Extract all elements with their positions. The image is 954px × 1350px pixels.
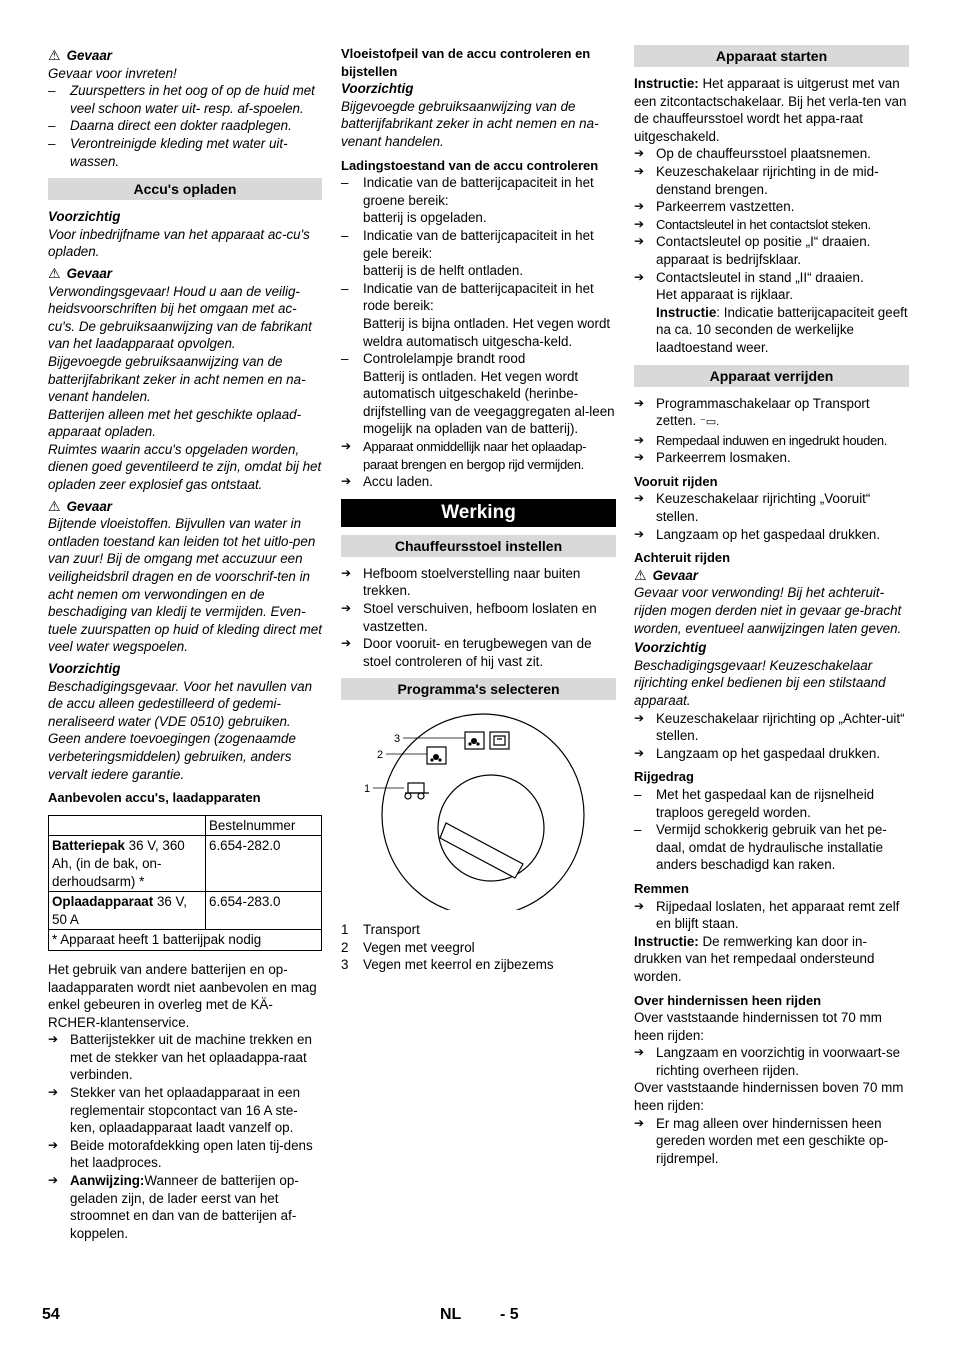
side-brush-icon [465, 732, 509, 749]
section-heading-seat: Chauffeursstoel instellen [341, 535, 616, 557]
caution-text: Beschadigingsgevaar. Voor het navullen van de accu alleen gedestilleerd of gedemi-neraliseerd water (VDE 0510) gebruiken. Geen andere toevoegingen (zogenaamde verbeteringsmiddelen) gebruiken, anders vervalt iedere garantie. [48, 678, 313, 782]
legend-item: 2 Vegen met veegrol [341, 939, 475, 955]
table-row: Batteriepak 36 V, 360 Ah, (in de bak, on-derhoudsarm) * 6.654-282.0 [49, 836, 322, 892]
step-item: ➔ Stoel verschuiven, hefboom loslaten en vastzetten. [341, 600, 616, 635]
step-item: ➔ Beide motorafdekking open laten tij-dens het laadproces. [48, 1137, 322, 1172]
table-cell: 6.654-283.0 [206, 892, 322, 930]
list-item: – Indicatie van de batterijcapaciteit in het groene bereik: [341, 174, 616, 209]
subheading: Rijgedrag [634, 769, 694, 785]
warning-text: Verwondingsgevaar! Houd u aan de veilig-heidsvoorschriften bij het omgaan met ac-cu's. De gebruiksaanwijzing van de fabrikant van het laadapparaat opvolgen. [48, 283, 312, 352]
step-item: ➔ Langzaam op het gaspedaal drukken. [634, 526, 909, 544]
warning-text: Bijgevoegde gebruiksaanwijzing van de batterijfabrikant zeker in acht nemen en na-venant handelen. [48, 353, 306, 405]
list-item: – Indicatie van de batterijcapaciteit in het gele bereik: [341, 227, 616, 262]
step-item: ➔ Batterijstekker uit de machine trekken en met de stekker van het oplaadappa-raat verbinden. [48, 1031, 322, 1084]
warning-triangle-icon: ⚠ [48, 47, 61, 63]
caution-text: Beschadigingsgevaar! Keuzeschakelaar rijrichting enkel bedienen bij een stilstaand apparaat. [634, 657, 886, 708]
page-number: 54 [42, 1306, 60, 1323]
diagram-label-3: 3 [394, 733, 401, 746]
step-result: apparaat is bedrijfsklaar. [656, 251, 802, 267]
step-item: ➔ Rijpedaal loslaten, het apparaat remt zelf en blijft staan. [634, 898, 909, 933]
step-item: ➔ Hefboom stoelverstelling naar buiten trekken. [341, 565, 616, 600]
caution-text: Bijgevoegde gebruiksaanwijzing van de batterijfabrikant zeker in acht nemen en na-venant handelen. [341, 98, 599, 149]
transport-icon [405, 783, 429, 799]
warning-triangle-icon: ⚠ [48, 264, 61, 281]
list-item-sub: batterij is de helft ontladen. [363, 263, 524, 279]
subheading: Remmen [634, 880, 689, 896]
caution-label: Voorzichtig [634, 640, 707, 656]
warning-block: ⚠ Gevaar [48, 264, 112, 281]
section-heading-werking: Werking [341, 499, 616, 527]
legend-item: 3 Vegen met keerrol en zijbezems [341, 957, 554, 973]
list-item: – Controlelampje brandt rood [341, 350, 616, 368]
diagram-label-1: 1 [364, 783, 371, 796]
program-dial-illustration [341, 710, 616, 910]
subheading: Vooruit rijden [634, 473, 718, 489]
step-item: ➔ Op de chauffeursstoel plaatsnemen. [634, 145, 909, 163]
list-item: – Vermijd schokkerig gebruik van het pe-daal, omdat de hydraulische installatie anders beschadigd kan raken. [634, 821, 909, 874]
list-item-sub: Batterij is bijna ontladen. Het vegen wordt weldra automatisch uitgescha-keld. [363, 315, 611, 349]
table-cell: 6.654-282.0 [206, 836, 322, 892]
step-item: ➔ Aanwijzing:Wanneer de batterijen op-geladen zijn, de lader eerst van het stroomnet en dan van de batterijen af-koppelen. [48, 1172, 322, 1242]
step-item: ➔ Apparaat onmiddellijk naar het oplaadap-paraat brengen en bergop rijd vermijden. [341, 438, 616, 473]
list-item: – Met het gaspedaal kan de rijsnelheid traploos geregeld worden. [634, 786, 909, 821]
list-item-sub: Batterij is ontladen. Het vegen wordt automatisch uitgeschakeld (herinbe-drijfstelling van de veegaggregaten al-leen mogelijk na opladen van de batterij). [363, 368, 615, 437]
program-selector-diagram [341, 710, 616, 915]
section-heading-charging: Accu's opladen [48, 178, 322, 200]
instruction-text: Instructie: Het apparaat is uitgerust met van een zitcontactschakelaar. Bij het verla-ten van de chauffeursstoel wordt het appa-raat uitgeschakeld. [634, 76, 907, 144]
subheading: Aanbevolen accu's, laadapparaten [48, 790, 261, 806]
step-item: ➔ Rempedaal induwen en ingedrukt houden. [634, 432, 909, 450]
step-item: ➔ Er mag alleen over hindernissen heen gereden worden met een geschikte op-rijdrempel. [634, 1115, 909, 1168]
warning-block: ⚠ Gevaar [48, 497, 112, 514]
transport-icon: ⁻▭. [699, 416, 720, 429]
instruction-text: Instructie: De remwerking kan door in-drukken van het rempedaal ondersteund worden. [634, 933, 875, 984]
section-heading-program: Programma's selecteren [341, 678, 616, 700]
warning-triangle-icon: ⚠ [48, 497, 61, 514]
body-text: Over vaststaande hindernissen tot 70 mm heen rijden: [634, 1010, 882, 1043]
list-item: – Indicatie van de batterijcapaciteit in het rode bereik: [341, 280, 616, 315]
caution-text: Voor inbedrijfname van het apparaat ac-cu's opladen. [48, 226, 310, 260]
warning-text: Batterijen alleen met het geschikte oplaad-apparaat opladen. [48, 406, 302, 440]
legend-item: 1 Transport [341, 922, 420, 937]
step-item: ➔ Contactsleutel op positie „I“ draaien. [634, 233, 909, 251]
diagram-label-2: 2 [377, 749, 384, 762]
body-text: Over vaststaande hindernissen boven 70 mm heen rijden: [634, 1080, 904, 1114]
subheading: Vloeistofpeil van de accu controleren en bijstellen [341, 46, 591, 79]
list-item: – Verontreinigde kleding met water uit-wassen. [48, 135, 322, 170]
warning-text: Gevaar voor invreten! [48, 65, 177, 81]
subheading: Over hindernissen heen rijden [634, 992, 822, 1008]
warning-block: ⚠ Gevaar [634, 566, 698, 583]
body-text: Het gebruik van andere batterijen en op-laadapparaten wordt niet aanbevolen en mag enkel gebeuren in overleg met de KÄ-RCHER-klantenservice. [48, 961, 317, 1030]
column-1 [48, 43, 322, 1242]
step-item: ➔ Keuzeschakelaar rijrichting in de mid-denstand brengen. [634, 163, 909, 198]
step-item: ➔ Programmaschakelaar op Transport zetten. ⁻▭. [634, 395, 909, 432]
caution-label: Voorzichtig [341, 81, 414, 97]
warning-text: Bijtende vloeistoffen. Bijvullen van water in ontladen toestand kan leiden tot het uitlo-pen van zuur! Bij de omgang met accuzuur een veiligheidsbril dragen en de voorschrif-ten in acht nemen om verwondingen en de beschadiging van kledij te vermijden. Even-tuele zuurspatten op huid of kleding direct met veel water wegspoelen. [48, 516, 322, 655]
step-item: ➔ Keuzeschakelaar rijrichting „Vooruit“ stellen. [634, 490, 909, 525]
subheading: Ladingstoestand van de accu controleren [341, 157, 599, 173]
section-heading-drive: Apparaat verrijden [634, 365, 909, 387]
step-item: ➔ Contactsleutel in stand „II“ draaien. [634, 269, 909, 287]
step-item: ➔ Stekker van het oplaadapparaat in een reglementair stopcontact van 16 A ste-ken, oplaadapparaat laadt vanzelf op. [48, 1084, 322, 1137]
table-footnote: * Apparaat heeft 1 batterijpak nodig [49, 930, 322, 951]
caution-label: Voorzichtig [48, 661, 121, 676]
subheading: Achteruit rijden [634, 550, 731, 566]
step-item: ➔ Accu laden. [341, 473, 616, 491]
step-item: ➔ Parkeerrem vastzetten. [634, 198, 909, 216]
section-heading-start: Apparaat starten [634, 45, 909, 67]
sweep-roller-icon [427, 747, 446, 764]
language-code: NL [440, 1306, 462, 1323]
sub-page-number: - 5 [500, 1306, 519, 1323]
warning-text: Gevaar voor verwonding! Bij het achteruit-rijden mogen derden niet in gevaar ge-bracht worden, eventueel aanwijzingen laten geven. [634, 585, 902, 636]
list-item: – Zuurspetters in het oog of op de huid met veel schoon water uit- resp. af-spoelen. [48, 82, 322, 117]
caution-label: Voorzichtig [48, 209, 121, 225]
step-item: ➔ Door vooruit- en terugbewegen van de stoel controleren of hij vast zit. [341, 635, 616, 670]
table-row: Oplaadapparaat 36 V, 50 A 6.654-283.0 [49, 892, 322, 930]
column-2 [341, 43, 616, 974]
table-row [49, 930, 322, 951]
list-item-sub: batterij is opgeladen. [363, 210, 487, 226]
warning-triangle-icon: ⚠ [634, 566, 647, 583]
list-item: – Daarna direct een dokter raadplegen. [48, 117, 322, 135]
table-row [49, 815, 322, 836]
step-result: Het apparaat is rijklaar. [656, 287, 793, 303]
step-result: Instructie: Indicatie batterijcapaciteit geeft na ca. 10 seconden de werkelijke laadtoestand weer. [656, 304, 908, 355]
step-item: ➔ Contactsleutel in het contactslot steken. [634, 216, 909, 234]
warning-text: Ruimtes waarin accu's opgeladen worden, dienen goed geventileerd te zijn, omdat bij het opladen zeer explosief gas ontstaat. [48, 441, 322, 493]
step-item: ➔ Langzaam op het gaspedaal drukken. [634, 745, 909, 763]
step-item: ➔ Parkeerrem losmaken. [634, 449, 909, 467]
step-item: ➔ Keuzeschakelaar rijrichting op „Achter-uit“ stellen. [634, 710, 909, 745]
column-3 [634, 43, 909, 1167]
spec-table [48, 815, 322, 951]
warning-block: ⚠ Gevaar [48, 47, 112, 63]
table-header: Bestelnummer [206, 815, 322, 836]
step-item: ➔ Langzaam en voorzichtig in voorwaart-se richting overheen rijden. [634, 1044, 909, 1079]
